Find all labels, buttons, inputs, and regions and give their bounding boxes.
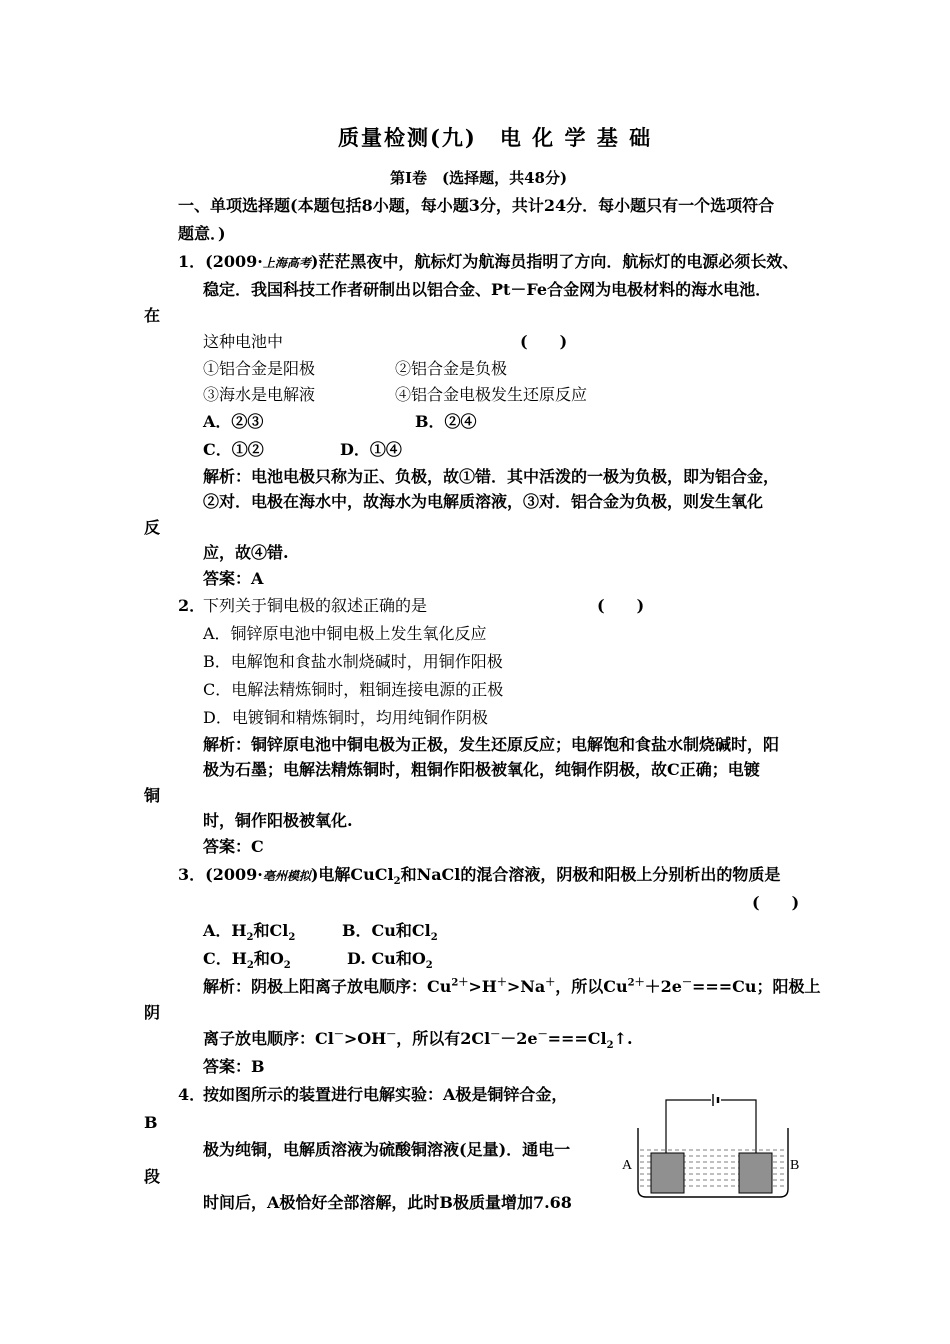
question-3-stem: 3．(2009·亳州模拟)电解CuCl$_2$和NaCl的混合溶液，阴极和阳极上分别析出的物质是: [178, 865, 781, 888]
electrode-b-label: B: [790, 1158, 800, 1173]
question-4-stem-wrap: B: [144, 1113, 158, 1132]
question-4-number: 4．: [178, 1085, 206, 1104]
explanation: 解析：铜锌原电池中铜电极为正极，发生还原反应；电解饱和食盐水制烧碱时，阳: [203, 735, 780, 754]
question-4-stem: 按如图所示的装置进行电解实验：A极是铜锌合金，: [203, 1085, 568, 1104]
question-number: 3．: [178, 865, 206, 884]
statement-2: ②铝合金是负极: [395, 359, 508, 378]
electrode-a-label: A: [622, 1158, 633, 1173]
question-2-number: 2．: [178, 596, 206, 615]
answer-paren: ( ): [752, 893, 800, 912]
explanation-l2: 离子放电顺序：Cl－>OH－，所以有$2Cl^--2e^-===Cl_2↑$.: [203, 1029, 633, 1052]
option-a: A．铜锌原电池中铜电极上发生氧化反应: [203, 624, 487, 643]
electrolysis-apparatus-diagram: [618, 1090, 808, 1205]
explanation: 解析：阴极上阳离子放电顺序：$Cu^{2+}>H^+>Na^+$，所以$Cu^{2+}+2e^-===Cu$；阳极上: [203, 977, 821, 996]
part-heading-cont: 题意．): [178, 224, 226, 243]
option-b: B．②④: [415, 412, 477, 431]
question-1-stem-l2-wrap: 在: [144, 306, 161, 325]
option-d: D．电镀铜和精炼铜时，均用纯铜作阴极: [203, 708, 488, 727]
option-d: D. Cu和$O_2$: [347, 949, 433, 972]
explanation-l2-wrap: 反: [144, 518, 161, 537]
option-a: A．②③: [203, 412, 264, 431]
question-1-stem-l3: 这种电池中: [203, 332, 284, 351]
battery-icon: [713, 1094, 718, 1106]
electrode-b: [739, 1153, 772, 1193]
question-2-stem: 下列关于铜电极的叙述正确的是: [203, 596, 428, 615]
explanation-l1-wrap: 阴: [144, 1003, 161, 1022]
statement-1: ①铝合金是阳极: [203, 359, 316, 378]
electrode-a: [651, 1153, 684, 1193]
statement-4: ④铝合金电极发生还原反应: [395, 385, 588, 404]
section-heading: 第Ⅰ卷 (选择题，共48分): [390, 169, 568, 187]
question-number: 1．: [178, 252, 206, 271]
option-c: C．①②: [203, 440, 264, 459]
question-4-stem-l2: 极为纯铜，电解质溶液为硫酸铜溶液(足量)．通电一: [203, 1140, 571, 1159]
question-4-stem-l3: 时间后，A极恰好全部溶解，此时B极质量增加7.68: [203, 1193, 572, 1212]
option-a: A．$H_2$和$Cl_2$: [203, 921, 296, 944]
explanation-l2-wrap: 铜: [144, 786, 161, 805]
explanation-l3: 时，铜作阳极被氧化.: [203, 811, 353, 830]
option-d: D．①④: [340, 440, 402, 459]
answer: 答案：A: [203, 569, 264, 588]
explanation-l2: ②对．电极在海水中，故海水为电解质溶液，③对．铝合金为负极，则发生氧化: [203, 492, 764, 511]
question-source: 亳州模拟: [262, 869, 311, 883]
statement-3: ③海水是电解液: [203, 385, 316, 404]
page-title: 质量检测(九) 电 化 学 基 础: [338, 125, 653, 150]
circuit-wire: [666, 1100, 756, 1153]
option-c: C．电解法精炼铜时，粗铜连接电源的正极: [203, 680, 504, 699]
answer-paren: ( ): [520, 332, 568, 351]
answer-paren: ( ): [597, 596, 645, 615]
answer: 答案：C: [203, 837, 264, 856]
option-c: C．$H_2$和$O_2$: [203, 949, 291, 972]
answer: 答案：B: [203, 1057, 265, 1076]
explanation: 解析：电池电极只称为正、负极，故①错．其中活泼的一极为负极，即为铝合金，: [203, 467, 780, 486]
option-b: B．Cu和$Cl_2$: [342, 921, 438, 944]
explanation-l3: 应，故④错.: [203, 543, 289, 562]
question-1-stem: 1．(2009·上海高考)茫茫黑夜中，航标灯为航海员指明了方向．航标灯的电源必须长效、: [178, 252, 799, 271]
part-heading: 一、单项选择题(本题包括8小题，每小题3分，共计24分．每小题只有一个选项符合: [178, 196, 775, 215]
option-b: B．电解饱和食盐水制烧碱时，用铜作阳极: [203, 652, 503, 671]
question-4-stem-wrap-2: 段: [144, 1167, 161, 1186]
question-source: 上海高考: [262, 256, 311, 270]
explanation-l2: 极为石墨；电解法精炼铜时，粗铜作阳极被氧化，纯铜作阴极，故C正确；电镀: [203, 760, 760, 779]
question-1-stem-l2: 稳定．我国科技工作者研制出以铝合金、Pt－Fe合金网为电极材料的海水电池．: [203, 280, 772, 299]
